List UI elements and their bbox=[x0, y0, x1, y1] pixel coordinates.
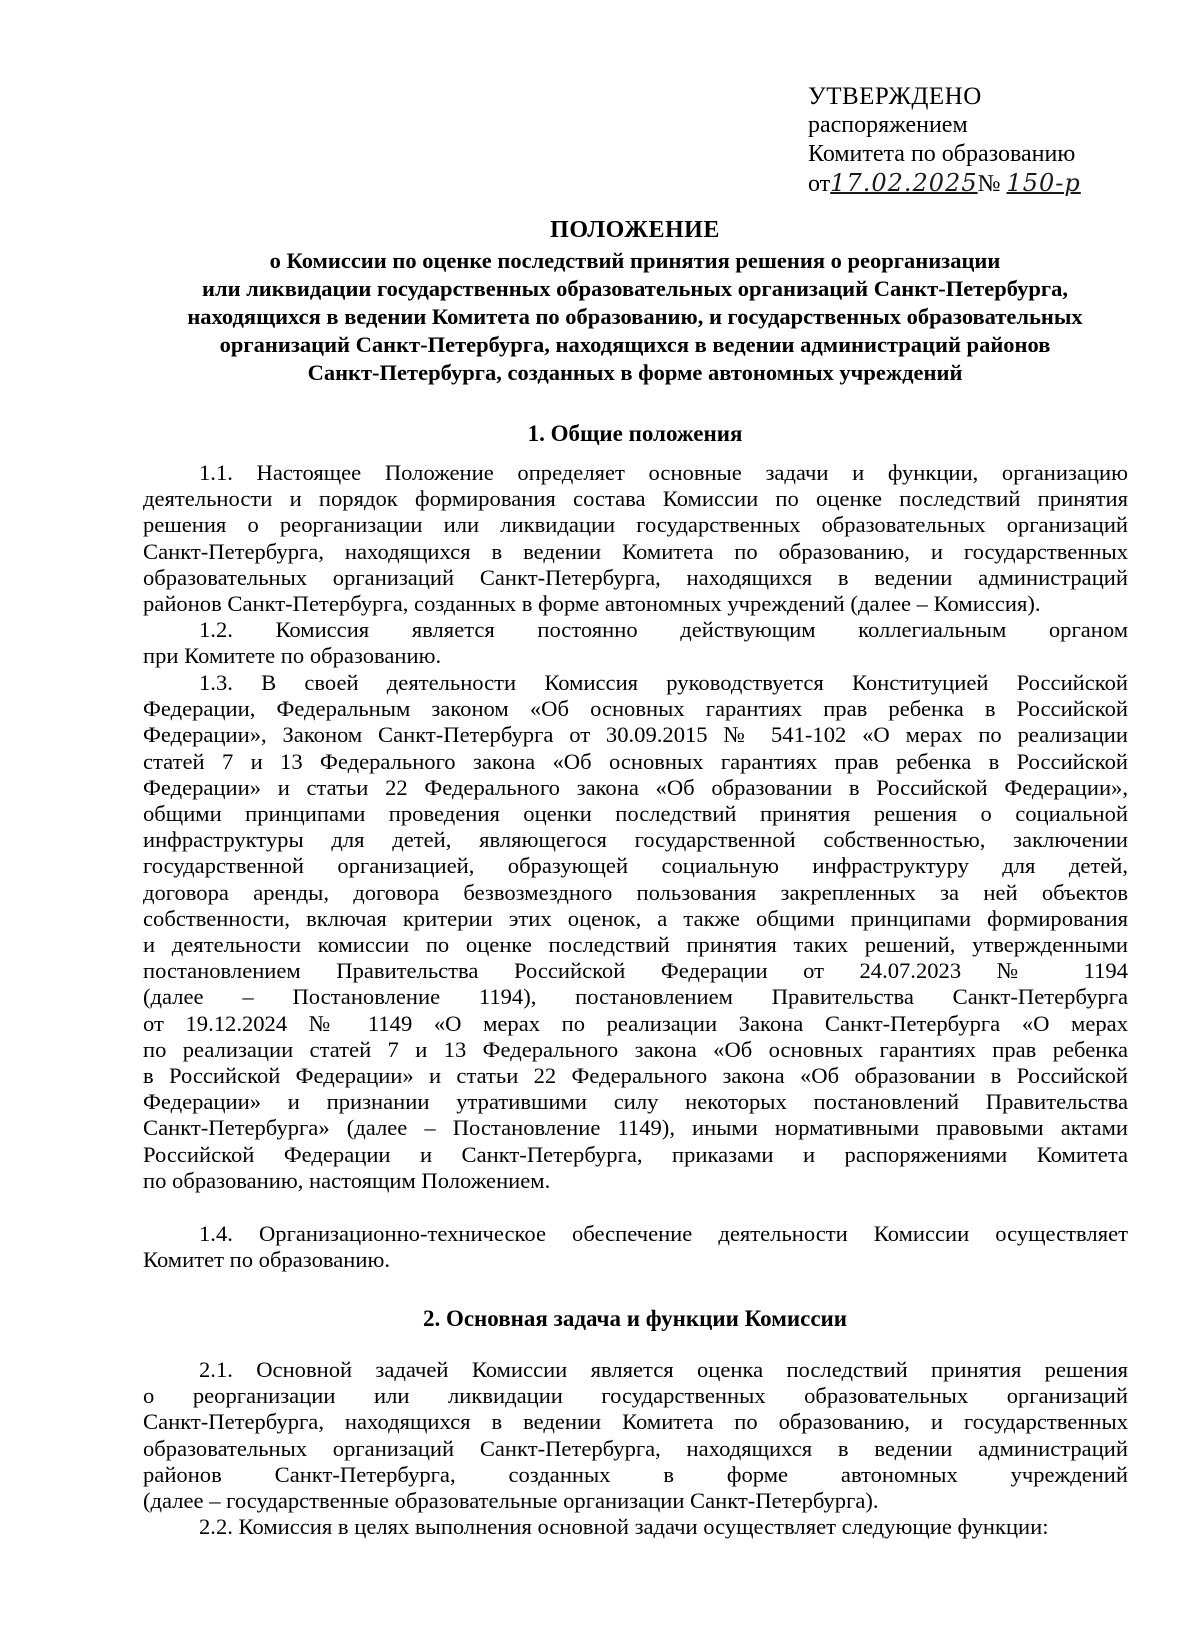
section-1-heading: 1. Общие положения bbox=[527, 421, 743, 446]
title-line: или ликвидации государственных образовательных организаций Санкт-Петербурга, bbox=[202, 276, 1068, 301]
document-title bbox=[140, 216, 1130, 387]
text-line: Федерации» и признании утратившими силу некоторых постановлений Правительства bbox=[143, 1089, 1128, 1115]
text-line: Федерации», Законом Санкт-Петербурга от 30.09.2015 № 541-102 «О мерах по реализации bbox=[143, 722, 1128, 748]
text-line: статей 7 и 13 Федерального закона «Об основных гарантиях прав ребенка в Российской bbox=[143, 748, 1128, 774]
text-line: районов Санкт-Петербурга, созданных в форме автономных учреждений bbox=[143, 1461, 1128, 1487]
paragraph-1-1 bbox=[143, 460, 1128, 617]
text-line: собственности, включая критерии этих оценок, а также общими принципами формирования bbox=[143, 905, 1128, 931]
paragraph-1-4 bbox=[143, 1221, 1128, 1273]
paragraph-1-2 bbox=[143, 617, 1128, 669]
text-line: при Комитете по образованию. bbox=[143, 643, 442, 669]
text-line: по образованию, настоящим Положением. bbox=[143, 1167, 551, 1193]
text-line: (далее – Постановление 1194), постановлением Правительства Санкт-Петербурга bbox=[143, 984, 1128, 1010]
text-line: решения о реорганизации или ликвидации государственных образовательных организаций bbox=[143, 512, 1128, 538]
text-line: Федерации, Федеральным законом «Об основных гарантиях прав ребенка в Российской bbox=[143, 696, 1128, 722]
text-line: общими принципами проведения оценки последствий принятия решения о социальной bbox=[143, 801, 1128, 827]
text-line: о реорганизации или ликвидации государственных образовательных организаций bbox=[143, 1383, 1128, 1409]
text-line: Санкт-Петербурга, находящихся в ведении Комитета по образованию, и государственных bbox=[143, 1409, 1128, 1435]
text-line: 2.1. Основной задачей Комиссии является оценка последствий принятия решения bbox=[199, 1357, 1128, 1382]
title-line: о Комиссии по оценке последствий принятия решения о реорганизации bbox=[269, 248, 1001, 273]
text-line: 1.1. Настоящее Положение определяет основные задачи и функции, организацию bbox=[199, 460, 1128, 485]
text-line: Комитет по образованию. bbox=[143, 1247, 390, 1273]
paragraph-1-3 bbox=[143, 670, 1128, 1194]
date-prefix: от bbox=[808, 171, 831, 197]
text-line: 1.2. Комиссия является постоянно действующим коллегиальным органом bbox=[199, 617, 1128, 642]
handwritten-number: 150-р bbox=[1006, 169, 1081, 197]
text-line: Федерации» и статьи 22 Федерального закона «Об образовании в Российской Федерации», bbox=[143, 774, 1128, 800]
title-line: находящихся в ведении Комитета по образованию, и государственных образовательных bbox=[187, 304, 1083, 329]
text-line: и деятельности комиссии по оценке последствий принятия таких решений, утвержденными bbox=[143, 932, 1128, 958]
title-line: Санкт-Петербурга, созданных в форме автономных учреждений bbox=[307, 360, 963, 385]
text-line: Санкт-Петербурга, находящихся в ведении Комитета по образованию, и государственных bbox=[143, 538, 1128, 564]
number-prefix: № bbox=[977, 171, 1001, 197]
approval-line-order: распоряжением bbox=[808, 112, 968, 138]
handwritten-date: 17.02.2025 bbox=[830, 169, 978, 197]
title-line: организаций Санкт-Петербурга, находящихся в ведении администраций районов bbox=[219, 332, 1051, 357]
paragraph-2-2 bbox=[143, 1514, 1128, 1540]
text-line: (далее – государственные образовательные организации Санкт-Петербурга). bbox=[143, 1488, 879, 1514]
approval-stamp-block bbox=[808, 82, 1138, 199]
text-line: по реализации статей 7 и 13 Федерального закона «Об основных гарантиях прав ребенка bbox=[143, 1036, 1128, 1062]
text-line: Санкт-Петербурга» (далее – Постановление 1149), иными нормативными правовыми актами bbox=[143, 1115, 1128, 1141]
approval-line-committee: Комитета по образованию bbox=[808, 141, 1076, 167]
text-line: Российской Федерации и Санкт-Петербурга, приказами и распоряжениями Комитета bbox=[143, 1141, 1128, 1167]
text-line: 1.3. В своей деятельности Комиссия руководствуется Конституцией Российской bbox=[199, 670, 1128, 695]
text-line: районов Санкт-Петербурга, созданных в форме автономных учреждений (далее – Комиссия). bbox=[143, 591, 1041, 617]
text-line: государственной организацией, образующей социальную инфраструктуру для детей, bbox=[143, 853, 1128, 879]
section-2-heading: 2. Основная задача и функции Комиссии bbox=[422, 1306, 848, 1331]
text-line: инфраструктуры для детей, являющегося государственной собственностью, заключении bbox=[143, 827, 1128, 853]
text-line: деятельности и порядок формирования состава Комиссии по оценке последствий принятия bbox=[143, 486, 1128, 512]
text-line: 2.2. Комиссия в целях выполнения основной задачи осуществляет следующие функции: bbox=[199, 1514, 1049, 1539]
paragraph-2-1 bbox=[143, 1357, 1128, 1514]
text-line: образовательных организаций Санкт-Петербурга, находящихся в ведении администраций bbox=[143, 564, 1128, 590]
title-main: ПОЛОЖЕНИЕ bbox=[550, 217, 720, 243]
approval-date-line bbox=[808, 169, 1138, 199]
text-line: от 19.12.2024 № 1149 «О мерах по реализации Закона Санкт-Петербурга «О мерах bbox=[143, 1010, 1128, 1036]
text-line: в Российской Федерации» и статьи 22 Федерального закона «Об образовании в Российской bbox=[143, 1063, 1128, 1089]
text-line: 1.4. Организационно-техническое обеспечение деятельности Комиссии осуществляет bbox=[199, 1221, 1128, 1246]
text-line: постановлением Правительства Российской Федерации от 24.07.2023 № 1194 bbox=[143, 958, 1128, 984]
text-line: договора аренды, договора безвозмездного пользования закрепленных за ней объектов bbox=[143, 879, 1128, 905]
approval-stamp: УТВЕРЖДЕНО bbox=[808, 83, 982, 110]
text-line: образовательных организаций Санкт-Петербурга, находящихся в ведении администраций bbox=[143, 1435, 1128, 1461]
